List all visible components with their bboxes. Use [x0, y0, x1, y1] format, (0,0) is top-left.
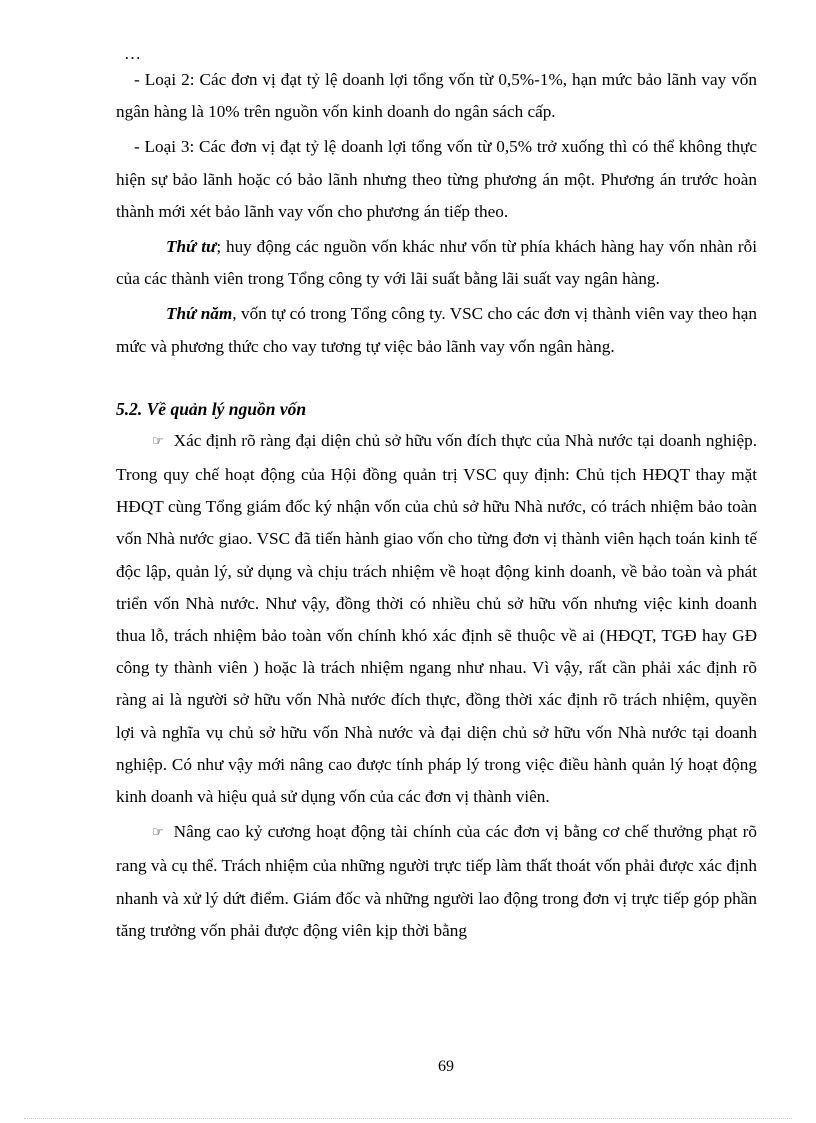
continuation-ellipsis: …	[124, 44, 141, 63]
bullet-paragraph	[116, 816, 757, 947]
pointing-hand-icon: ☞	[152, 825, 164, 841]
paragraph-thu-nam	[116, 298, 757, 362]
page-bottom-divider	[24, 1118, 792, 1119]
bullet-paragraph-text: Xác định rõ ràng đại diện chủ sở hữu vốn đích thực của Nhà nước tại doanh nghiệp. Trong quy chế hoạt động của Hội đồng quản trị VSC quy định: Chủ tịch HĐQT thay mặt HĐQT cùng Tổng giám đốc ký nhận vốn của chủ sở hữu Nhà nước, có trách nhiệm bảo toàn vốn Nhà nước giao. VSC đã tiến hành giao vốn cho từng đơn vị thành viên hạch toán kinh tế độc lập, quản lý, sử dụng và chịu trách nhiệm về hoạt động kinh doanh, về bảo toàn và phát triển vốn Nhà nước. Như vậy, đồng thời có nhiều chủ sở hữu vốn nhưng việc kinh doanh thua lỗ, trách nhiệm bảo toàn vốn chính khó xác định sẽ thuộc về ai (HĐQT, TGĐ hay GĐ công ty thành viên ) hoặc là trách nhiệm ngang như nhau. Vì vậy, rất cần phải xác định rõ ràng ai là người sở hữu vốn Nhà nước đích thực, đồng thời xác định rõ trách nhiệm, quyền lợi và nghĩa vụ chủ sở hữu vốn Nhà nước và đại diện chủ sở hữu vốn Nhà nước tại doanh nghiệp. Có như vậy mới nâng cao được tính pháp lý trong việc điều hành quản lý hoạt động kinh doanh và hiệu quả sử dụng vốn của các đơn vị thành viên.	[116, 430, 757, 807]
paragraph-thu-tu-text: ; huy động các nguồn vốn khác như vốn từ phía khách hàng hay vốn nhàn rỗi của các thành viên trong Tổng công ty với lãi suất bằng lãi suất vay ngân hàng.	[116, 237, 757, 289]
keyword-thu-nam: Thứ năm	[166, 304, 233, 324]
bullet-paragraph-text: Nâng cao kỷ cương hoạt động tài chính của các đơn vị bằng cơ chế thưởng phạt rõ rang và cụ thể. Trách nhiệm của những người trực tiếp làm thất thoát vốn phải được xác định nhanh và xử lý dứt điểm. Giám đốc và những người lao động trong đơn vị trực tiếp góp phần tăng trưởng vốn phải được động viên kịp thời bằng	[116, 822, 757, 940]
page-number: 69	[438, 1058, 454, 1075]
pointing-hand-icon: ☞	[152, 433, 164, 449]
section-heading: 5.2. Về quản lý nguồn vốn	[116, 398, 307, 419]
paragraph-loai-2: - Loại 2: Các đơn vị đạt tỷ lệ doanh lợi tổng vốn từ 0,5%-1%, hạn mức bảo lãnh vay vốn ngân hàng là 10% trên nguồn vốn kinh doanh do ngân sách cấp.	[116, 70, 757, 122]
keyword-thu-tu: Thứ tư	[166, 237, 217, 257]
document-page	[116, 44, 757, 947]
paragraph-thu-nam-text: , vốn tự có trong Tổng công ty. VSC cho các đơn vị thành viên vay theo hạn mức và phương thức cho vay tương tự việc bảo lãnh vay vốn ngân hàng.	[116, 304, 757, 356]
bullet-paragraph	[116, 425, 757, 813]
paragraph-thu-tu	[116, 231, 757, 295]
paragraph-loai-3: - Loại 3: Các đơn vị đạt tỷ lệ doanh lợi tổng vốn từ 0,5% trở xuống thì có thể không thực hiện sự bảo lãnh hoặc có bảo lãnh nhưng theo từng phương án một. Phương án trước hoàn thành mới xét bảo lãnh vay vốn cho phương án tiếp theo.	[116, 137, 757, 221]
